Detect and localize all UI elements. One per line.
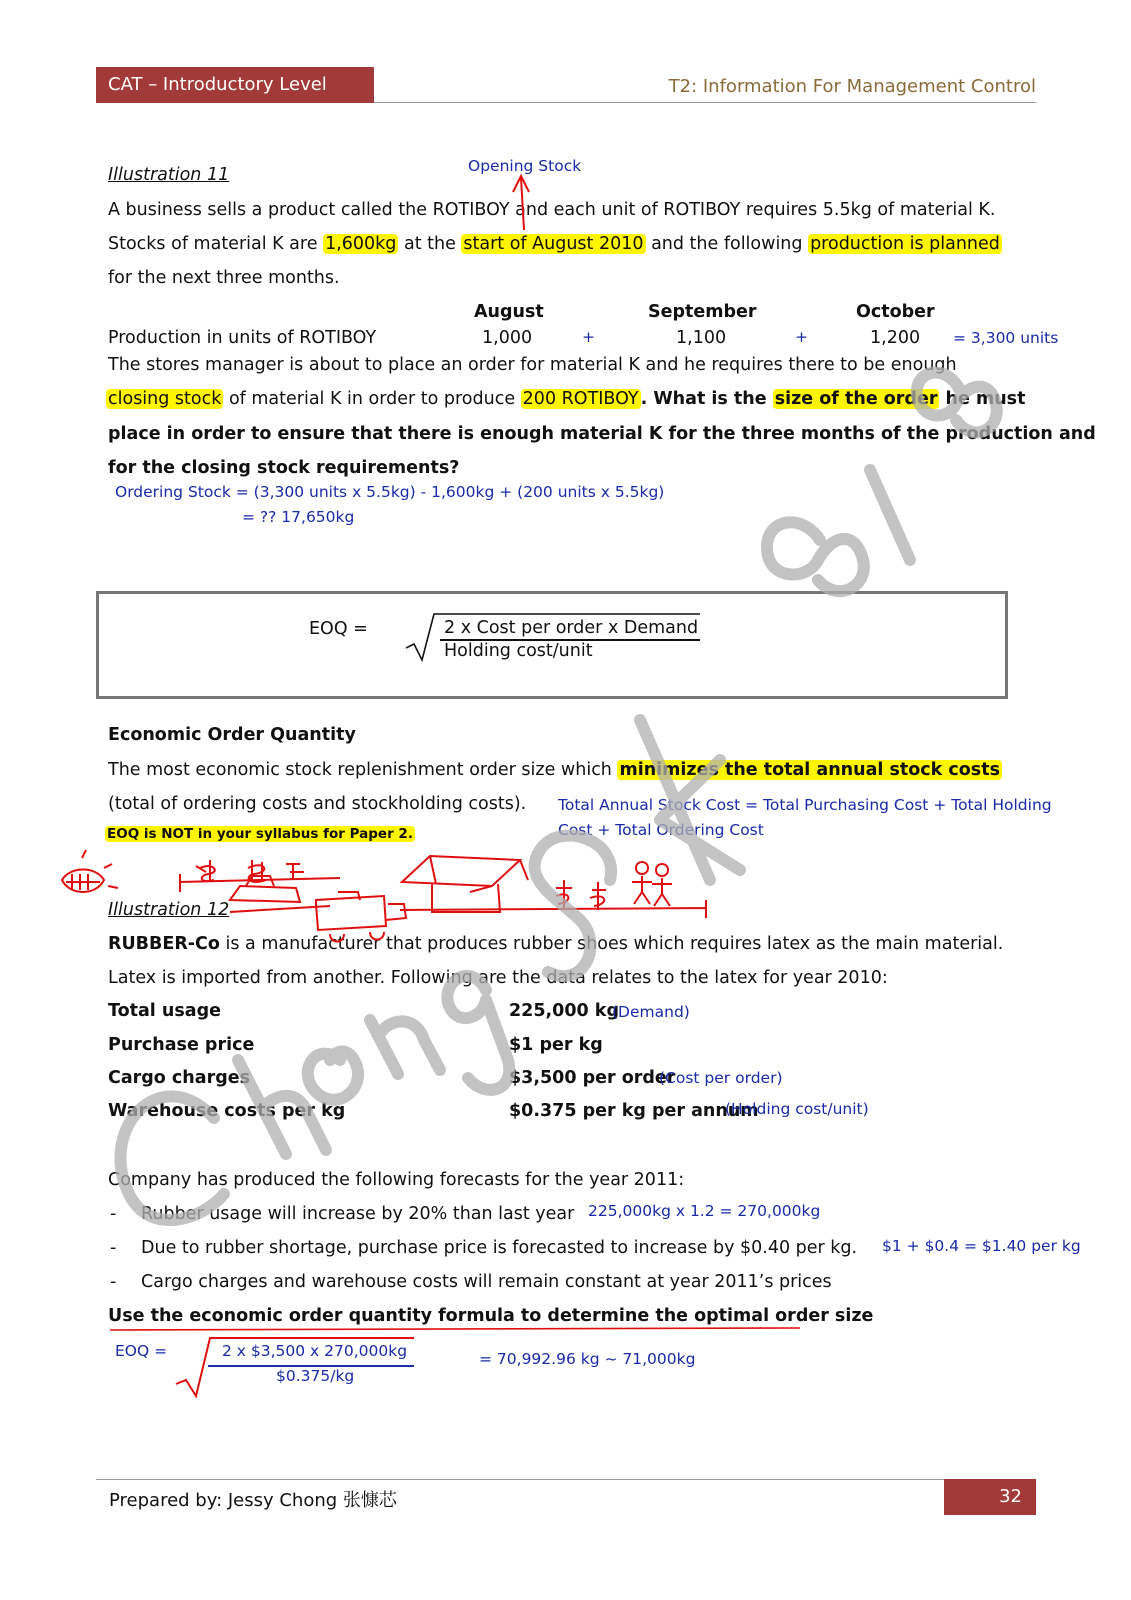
eoq-answer-result: = 70,992.96 kg ~ 71,000kg	[479, 1350, 696, 1368]
production-september: 1,100	[676, 328, 727, 348]
bullet-price: Due to rubber shortage, purchase price is forecasted to increase by $0.40 per kg.	[141, 1238, 858, 1258]
production-row-label: Production in units of ROTIBOY	[108, 328, 377, 348]
highlight-start-date: start of August 2010	[463, 234, 644, 254]
production-august: 1,000	[482, 328, 533, 348]
eoq-box-label: EOQ =	[309, 619, 368, 639]
data-value-warehouse: $0.375 per kg per annum	[509, 1101, 759, 1121]
highlight-200-rotiboy: 200 ROTIBOY	[522, 389, 639, 409]
calc-line-2: = ?? 17,650kg	[242, 508, 355, 526]
eoq-section-para-1	[108, 760, 1002, 780]
data-label-warehouse: Warehouse costs per kg	[108, 1101, 346, 1121]
text: he must	[939, 389, 1026, 409]
bullet-usage-note: 225,000kg x 1.2 = 270,000kg	[588, 1202, 821, 1220]
bullet-dash: -	[110, 1204, 117, 1224]
bullet-usage: Rubber usage will increase by 20% than last year	[141, 1204, 575, 1224]
data-label-cargo: Cargo charges	[108, 1068, 251, 1088]
underline-icon	[110, 1328, 800, 1330]
month-august: August	[474, 302, 544, 322]
ill12-para-1	[108, 934, 1003, 954]
production-october: 1,200	[870, 328, 921, 348]
text: and the following	[645, 234, 809, 254]
ill11-para-3: for the next three months.	[108, 268, 340, 288]
ill12-para-2: Latex is imported from another. Following are the data relates to the latex for year 2010:	[108, 968, 888, 988]
highlight-opening-stock: 1,600kg	[325, 234, 397, 254]
total-cost-note-2: Cost + Total Ordering Cost	[558, 821, 764, 839]
illustration-12-title: Illustration 12	[108, 900, 230, 920]
eoq-answer-label: EOQ =	[115, 1342, 168, 1360]
data-note-usage: (Demand)	[612, 1003, 690, 1021]
eoq-section-title: Economic Order Quantity	[108, 725, 356, 745]
header-left-title: CAT – Introductory Level	[96, 67, 374, 103]
highlight-production: production is planned	[810, 234, 1000, 254]
header-rule	[374, 102, 1036, 103]
supply-chain-doodle-icon	[62, 850, 706, 942]
footer-author: Prepared by: Jessy Chong 张慷芯	[109, 1490, 397, 1511]
bullet-price-note: $1 + $0.4 = $1.40 per kg	[882, 1237, 1081, 1255]
sum-note: = 3,300 units	[953, 329, 1059, 347]
ill11-para-2	[108, 234, 1002, 254]
syllabus-note: EOQ is NOT in your syllabus for Paper 2.	[107, 826, 413, 842]
data-note-warehouse: (Holding cost/unit)	[725, 1100, 869, 1118]
month-october: October	[856, 302, 935, 322]
page-number: 32	[944, 1479, 1036, 1515]
bullet-dash: -	[110, 1238, 117, 1258]
highlight-minimizes: minimizes the total annual stock costs	[619, 760, 1000, 780]
text: of material K in order to produce	[223, 389, 521, 409]
text: Stocks of material K are	[108, 234, 324, 254]
text: The most economic stock replenishment order size which	[108, 760, 618, 780]
calc-line-1: Ordering Stock = (3,300 units x 5.5kg) - 1,600kg + (200 units x 5.5kg)	[115, 483, 665, 501]
text: . What is the	[640, 389, 773, 409]
eoq-section-para-2: (total of ordering costs and stockholding costs).	[108, 794, 527, 814]
plus-sign: +	[795, 328, 808, 346]
forecast-intro: Company has produced the following forecasts for the year 2011:	[108, 1170, 685, 1190]
text: is a manufacturer that produces rubber shoes which requires latex as the main material.	[219, 934, 1004, 954]
ill11-para-6: place in order to ensure that there is enough material K for the three months of the production and	[108, 424, 1096, 444]
total-cost-note-1: Total Annual Stock Cost = Total Purchasing Cost + Total Holding	[558, 796, 1052, 814]
footer-rule	[96, 1479, 944, 1480]
text: at the	[398, 234, 462, 254]
data-note-cargo: (Cost per order)	[659, 1069, 783, 1087]
eoq-box-numerator: 2 x Cost per order x Demand	[444, 618, 699, 638]
highlight-order-size: size of the order	[774, 389, 938, 409]
bullet-dash: -	[110, 1272, 117, 1292]
data-label-price: Purchase price	[108, 1035, 255, 1055]
data-value-cargo: $3,500 per order	[509, 1068, 676, 1088]
ill11-para-7: for the closing stock requirements?	[108, 458, 460, 478]
illustration-11-title: Illustration 11	[108, 165, 230, 185]
eoq-answer-numerator: 2 x $3,500 x 270,000kg	[222, 1342, 408, 1360]
ill11-para-5	[106, 389, 1025, 409]
data-value-price: $1 per kg	[509, 1035, 603, 1055]
data-label-usage: Total usage	[108, 1001, 221, 1021]
plus-sign: +	[582, 328, 595, 346]
highlight-closing-stock: closing stock	[108, 389, 222, 409]
bullet-constant: Cargo charges and warehouse costs will remain constant at year 2011’s prices	[141, 1272, 832, 1292]
company-name: RUBBER-Co	[108, 934, 220, 954]
month-september: September	[648, 302, 757, 322]
ill11-para-4: The stores manager is about to place an order for material K and he requires there to be enough	[108, 355, 957, 375]
data-value-usage: 225,000 kg	[509, 1001, 619, 1021]
eoq-box-denominator: Holding cost/unit	[444, 641, 593, 661]
opening-stock-annotation: Opening Stock	[468, 157, 582, 175]
eoq-answer-denominator: $0.375/kg	[276, 1367, 355, 1385]
ill11-para-1: A business sells a product called the ROTIBOY and each unit of ROTIBOY requires 5.5kg of material K.	[108, 200, 996, 220]
header-right-title: T2: Information For Management Control	[668, 76, 1036, 97]
ill12-question: Use the economic order quantity formula to determine the optimal order size	[108, 1306, 874, 1326]
